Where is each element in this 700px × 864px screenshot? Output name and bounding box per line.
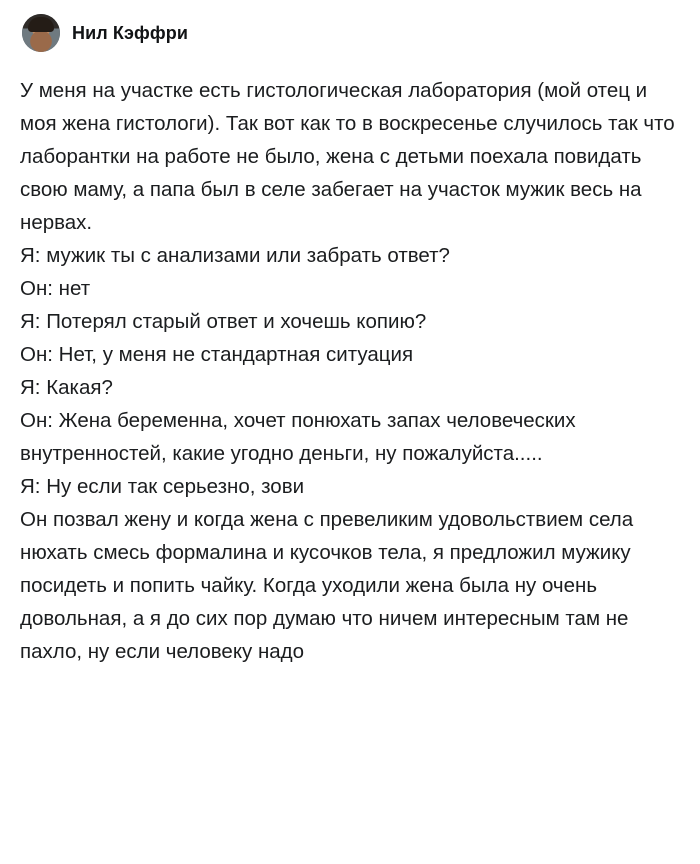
post-header <box>18 10 682 60</box>
post-body <box>18 60 682 668</box>
post-paragraph: У меня на участке есть гистологическая лаборатория (мой отец и моя жена гистологи). Так вот как то в воскресенье случилось так что лаборантки на работе не было, жена с детьми поехала повидать свою маму, а папа был в селе забегает на участок мужик весь на нервах. <box>20 79 675 234</box>
post-paragraph: Он: Жена беременна, хочет понюхать запах человеческих внутренностей, какие угодно деньги, ну пожалуйста..... <box>20 409 576 465</box>
post-paragraph: Я: Какая? <box>20 376 113 399</box>
post-paragraph: Он позвал жену и когда жена с превеликим удовольствием села нюхать смесь формалина и кусочков тела, я предложил мужику посидеть и попить чайку. Когда уходили жена была ну очень довольная, а я до сих пор думаю что ничем интересным там не пахло, ну если человеку надо <box>20 508 634 663</box>
post-paragraph: Я: Ну если так серьезно, зови <box>20 475 305 498</box>
post-paragraph: Он: Нет, у меня не стандартная ситуация <box>20 343 414 366</box>
post-paragraph: Я: мужик ты с анализами или забрать ответ? <box>20 244 450 267</box>
avatar-hair-shape <box>28 17 54 32</box>
post-paragraph: Он: нет <box>20 277 91 300</box>
post-paragraph: Я: Потерял старый ответ и хочешь копию? <box>20 310 427 333</box>
avatar[interactable] <box>22 14 60 52</box>
post-author-name[interactable]: Нил Кэффри <box>72 22 188 43</box>
